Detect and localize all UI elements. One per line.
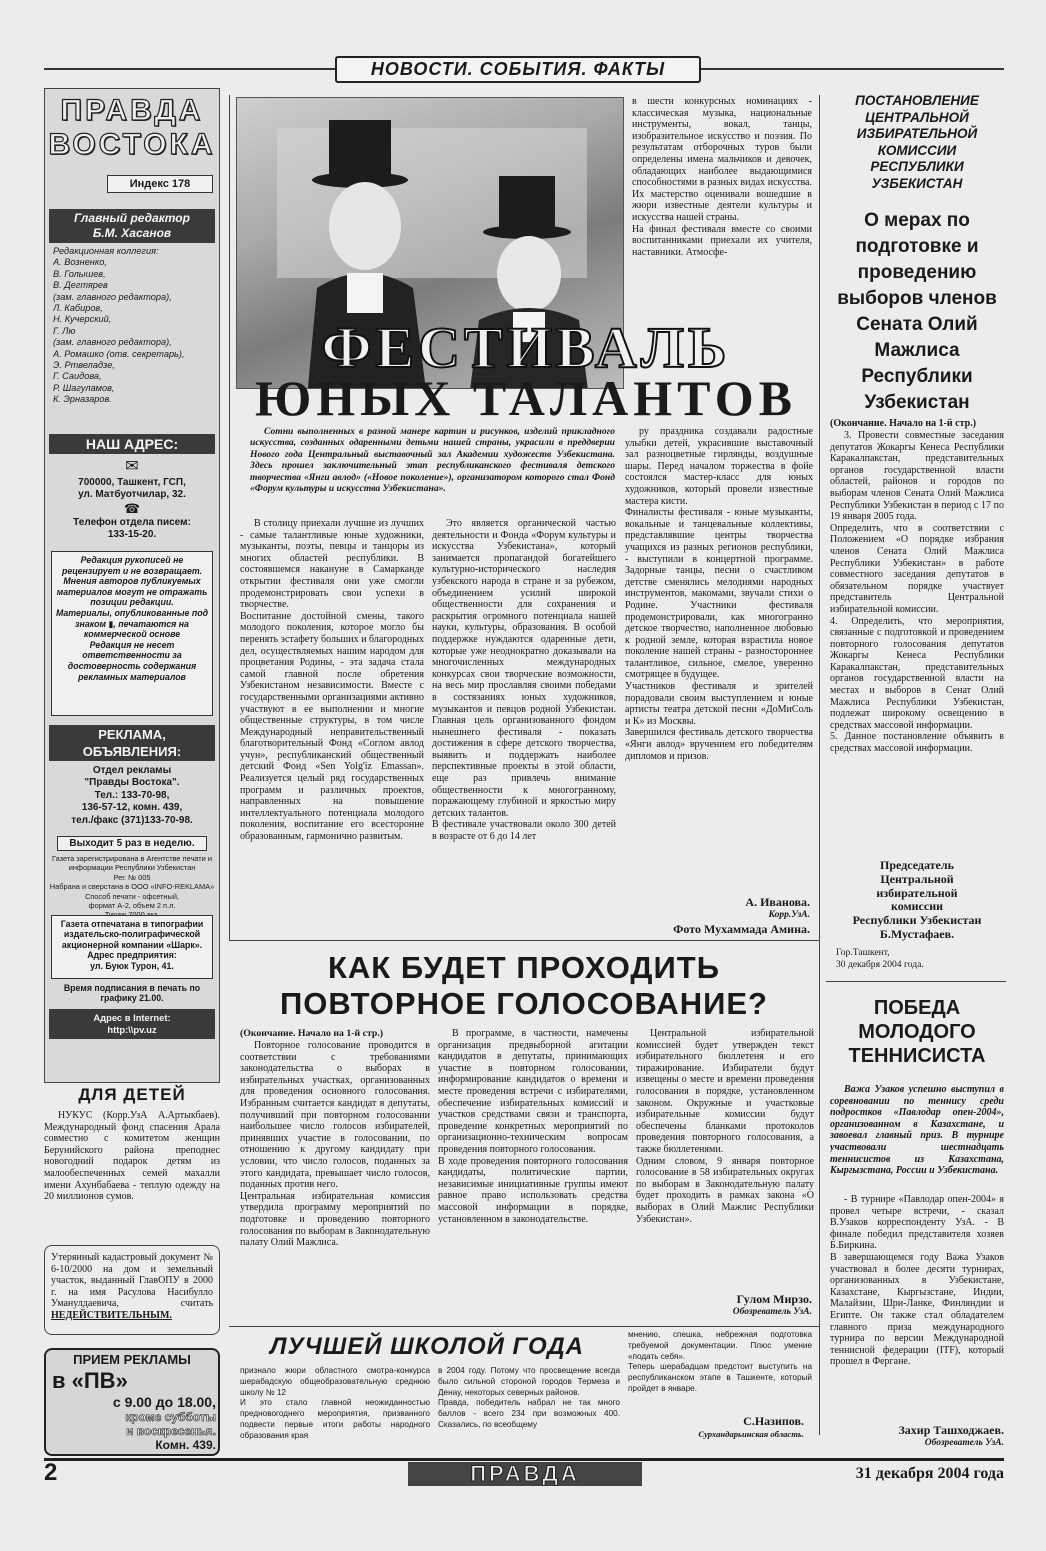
festival-author: А. Иванова. [745, 895, 810, 909]
festival-col3 [625, 426, 813, 896]
tennis-body [830, 1194, 1004, 1422]
web-address: Адрес в Internet: http:\\pv.uz [49, 1009, 215, 1039]
school-col3: мнению, спешка, небрежная подготовка требуемой документации. Плюс умение «подать себя». Теперь шерабадцам предстоит выступить на республиканском этапе в Ташкенте, который пройдет в январе. [628, 1330, 812, 1393]
festival-col3-text: ру праздника создавали радостные улыбки детей, украсившие выставочный зал разноцветные гирлянды, воздушные шары. Перед началом торжества в фойе состоялся мастер-класс для юных художников, который провели известные мастера кисти. Финалисты фестиваля - юные музыканты, вокальные и танцевальные коллективы, представлявшие центры творчества учащихся из разных регионов республики, - выступили в концертной программе. Задорные танцы, песни о счастливом детстве сменялись мелодиями народных инструментов, макомами, звучали стихи о Родине. Участники фестиваля продемонстрировали, как многогранно детское творчество, наполненное любовью к родной земле, которая взрастила новое поколение нашей страны - разностороннее талантливое, сильное, смелое, уверенно смотрящее в будущее. Участников фестиваля и зрителей порадовали своим выступлением и юные артисты театра детской песни «ДоМиСоль и К» из Москвы. Завершился фестиваль детского творчества «Янги авлод» вручением его победителям дипломов и призов. [625, 426, 813, 762]
ad-reception-line2: с 9.00 до 18.00, [112, 1394, 216, 1410]
runoff-col2-text: В программе, в частности, намечены организация предвыборной агитации кандидатов в депутаты, принимающих участие в повторном голосовании, информирование кандидатов о времени и месте проведения встречи с избирателями, обеспечение избирательных комиссий и участков средствами связи и транспорта, проведение конкретных мероприятий по организационно-техническим вопросам проведения повторного голосования. В ходе проведения повторного голосования кандидаты, политические партии, независимые инициативные группы имеют равное право использовать средства массовой информации в порядке, установленном в законодательстве. [438, 1028, 628, 1225]
weekly-badge: Выходит 5 раз в неделю. [57, 836, 207, 851]
editorial-board: Редакционная коллегия: А. Возненко, В. Голышев, В. Дегтярев (зам. главного редактора), Л. Кабиров, Н. Кучерский, Г. Лю (зам. главного редактора), А. Ромашко (отв. секретарь), Э. Ртвеладзе, Г. Саидова, Р. Шагуламов, К. Эрназаров. [53, 246, 185, 405]
festival-col-top [632, 96, 812, 334]
disclaimer-box: Редакция рукописей не рецензирует и не возвращает. Мнения авторов публикуемых материалов могут не отражать позиции редакции. Материалы, опубликованные под знаком ▮, печатаются на коммерческой основе Редакция не несет ответственности за достоверность содержания рекламных материалов [51, 551, 213, 716]
resolution-cont: (Окончание. Начало на 1-й стр.) [830, 418, 977, 429]
lost-document-text [51, 1252, 213, 1322]
page-number: 2 [44, 1460, 58, 1486]
runoff-col1 [240, 1040, 430, 1322]
lost-document-body: Утерянный кадастровый документ № 6-10/2000 на дом и земельный участок, выданный ГлавОПУ в 2000 г. на имя Расулова Насибулло Уманулдаевича, считать [51, 1252, 213, 1310]
ad-reception-line1: в «ПВ» [52, 1368, 128, 1393]
envelope-icon: ✉ [125, 459, 139, 475]
tennis-author-role: Обозреватель УзА. [924, 1438, 1004, 1448]
column-rule-left [229, 95, 230, 940]
ads-header: РЕКЛАМА, ОБЪЯВЛЕНИЯ: [49, 725, 215, 761]
index-box: Индекс 178 [107, 175, 213, 193]
registration-text: Газета зарегистрирована в Агентстве печати и информации Республики Узбекистан Рег. № 005 Набрана и сверстана в ООО «INFO-REKLAMA» Способ печати - офсетный, формат А-2, объем 2 п.л. [49, 854, 215, 911]
festival-col-top-text: в шести конкурсных номинациях - классическая музыка, национальные инструменты, вокал, танцы, изобразительное искусство и поэзия. По результатам отборочных туров были определены имена мальчиков и девочек, обладающих наиболее выдающимися способностями в разных видах искусства. Их мастерство оценивали вошедшие в жюри известные деятели культуры и искусства нашей страны. На финал фестиваля вместе со своими воспитанниками приехали их учителя, наставники. Атмосфе- [632, 96, 812, 258]
ads-contacts: Отдел рекламы "Правды Востока". Тел.: 133-70-98, 136-57-12, комн. 439, тел./факс (371)133-70-98. [71, 765, 193, 826]
school-title: ЛУЧШЕЙ ШКОЛОЙ ГОДА [270, 1333, 584, 1360]
resolution-bottom-rule [826, 981, 1006, 982]
festival-col2-text: Это является органической частью деятельности и Фонда «Форум культуры и искусства Узбекистана», который занимается пропагандой богатейшего культурно-исторического наследия узбекского народа в стране и за рубежом, объединением усилий широкой общественности для сохранения и раскрытия огромного потенциала нашей науки, культуры, образования. В особой поддержке нуждаются одаренные дети, которые уже неоднократно доказывали на многочисленных международных конкурсах свои творческие возможности, на весь мир прославляя своими победами в состязаниях юных художников, музыкантов и певцов родной Узбекистан. Главная цель организованного фондом нынешнего фестиваля - показать достижения в сфере детского творчества, выявить и поддержать наиболее перспективные проекты в этой области, еще раз привлечь внимание общественности к многогранному, поражающему глубиной и яркостью миру детских талантов. В фестивале участвовали около 300 детей в возрасте от 6 до 14 лет [432, 518, 616, 843]
address-text: 700000, Ташкент, ГСП, ул. Матбуотчилар, 32. [78, 477, 186, 500]
festival-col1-text: В столицу приехали лучшие из лучших - самые талантливые юные художники, музыканты, поэты, певцы и танцоры из многих областей республики. В состоявшемся накануне в Самарканде открытии фестиваля они уже смогли продемонстрировать свои успехи в творчестве. Воспитание достойной смены, такого молодого поколения, которое могло бы перенять эстафету больших и благородных дел, осуществляемых нашим народом для процветания Родины, - эта задача стала самой главной после обретения Узбекистаном независимости. Вместе с государственными организациями активно участвуют в ее выполнении и многие общественные структуры, в том числе Международный неправительственный благотворительный Фонд «Соглом авлод учун», республиканский общественный детский Фонд «Sen Yolg'iz Emassan». Реализуется целый ряд государственных программ и различных проектов, направленных на повышение интеллектуального потенциала молодого поколения, воспитание его всесторонне образованным, гармонично развитым. [240, 518, 424, 843]
tennis-lead-text: Важа Узаков успешно выступил в соревновании по теннису среди подростков «Павлодар опен-2004», организованном в Казахстане, и завоевал главный приз. В турнире участвовали шестнадцать теннисистов из Казахстана, Кыргызстана, России и Узбекистана. [830, 1084, 1004, 1177]
festival-lead [250, 426, 615, 510]
section-banner: НОВОСТИ. СОБЫТИЯ. ФАКТЫ [335, 56, 701, 83]
column-rule-right [819, 95, 820, 1435]
runoff-author-role: Обозреватель УзА. [732, 1307, 812, 1317]
resolution-title: О мерах по подготовке и проведению выборов членов Сената Олий Мажлиса Республики Узбекистан [837, 210, 997, 413]
school-author: С.Назипов. [743, 1414, 804, 1428]
festival-photo-credit: Фото Мухаммада Амина. [673, 922, 810, 936]
runoff-col2 [438, 1028, 628, 1320]
printing-box: Газета отпечатана в типографии издательско-полиграфической акционерной компании «Шарк». Адрес предприятия: ул. Буюк Турон, 41. [51, 915, 213, 979]
chief-editor-header [49, 209, 215, 243]
tennis-body-text: - В турнире «Павлодар опен-2004» я провел четыре встречи, - сказал В.Узаков корреспонденту УзА. - В финале победил представителя хозяев Б.Биркина. В завершающемся году Важа Узаков участвовал в более десяти турнирах, организованных в Узбекистане, Казахстане, Кыргызстане, Индии, Малайзии, Шри-Ланке, Финляндии и Египте. Он также стал обладателем главного приза международного турнира по версии Международной теннисной федерации (ITF), который прошел в Фергане. [830, 1194, 1004, 1368]
chief-name: Б.М. Хасанов [92, 226, 172, 240]
runoff-col3-text: Центральной избирательной комиссией будет утвержден текст избирательного бюллетеня и его тиражирование. Избиратели будут извещены о месте и времени проведения голосования в порядке, установленном законом. Окружные и участковые избирательные комиссии будут обеспечены бланками протоколов проведения повторного голосования, а также бюллетенями. Одним словом, 9 января повторное голосование в 58 избирательных округах по выборам в Законодательную палату будет проходить в рамках закона «О выборах в Олий Мажлис Республики Узбекистан». [636, 1028, 814, 1225]
mahalla-title: ДЛЯ ДЕТЕЙ [78, 1085, 186, 1104]
ad-reception-room: Комн. 439. [155, 1438, 216, 1452]
ad-reception-line4: и воскресенья. [126, 1424, 216, 1438]
festival-title-line2: ЮНЫХ ТАЛАНТОВ [254, 372, 798, 424]
footer-logo: ПРАВДА [408, 1462, 642, 1486]
festival-col2 [432, 518, 616, 938]
ad-reception-box [44, 1348, 220, 1456]
tennis-lead [830, 1084, 1004, 1194]
resolution-place-date: Гор.Ташкент, 30 декабря 2004 года. [836, 947, 924, 970]
sign-time: Время подписания в печать по графику 21.00. [63, 983, 201, 1004]
phone-icon: ☎ [123, 502, 141, 516]
lost-document-invalid: НЕДЕЙСТВИТЕЛЬНЫМ. [51, 1309, 172, 1321]
footer-date: 31 декабря 2004 года [855, 1465, 1004, 1482]
school-col1: признало жюри областного смотра-конкурса шерабадскую общеобразовательную среднюю школу № 12 И это стало главной неожиданностью предновогоднего мероприятия, призванного подвести первые итоги работы народного образования края [240, 1366, 430, 1440]
runoff-cont: (Окончание. Начало на 1-й стр.) [240, 1028, 384, 1039]
festival-title-line1: ФЕСТИВАЛЬ [321, 320, 731, 376]
ad-reception-line3: кроме субботы [125, 1410, 216, 1424]
chief-label: Главный редактор [74, 211, 190, 225]
school-col2: в 2004 году. Потому что просвещение всегда было сильной стороной городов Термеза и Денау, некоторых северных районов. Правда, победитель набрал не так много баллов - всего 234 при возможных 400. Сказались, по всеобщему [438, 1366, 620, 1429]
resolution-body-text: 3. Провести совместные заседания депутатов Жокаргы Кенеса Республики Каракалпакстан, представительных органов государственной власти областей, районов и городов по выборам членов Сената Олий Мажлиса Республики Узбекистан в период с 17 по 19 января 2005 года. Определить, что в соответствии с Положением «О порядке избрания членов Сената Олий Мажлиса Республики Узбекистан» в работе совместного заседания депутатов в обязательном порядке участвует представитель Центральной избирательной комиссии. 4. Определить, что мероприятия, связанные с подготовкой и проведением повторного голосования депутатов Жокаргы Кенеса Республики Каракалпакстан, представительных органов государственной власти на местах и выборов в Сенат Олий Мажлиса Республики Узбекистан, подлежат широкому освещению в средствах массовой информации. 5. Данное постановление объявить в средствах массовой информации. [830, 430, 1004, 755]
phone-text: Телефон отдела писем: 133-15-20. [73, 517, 191, 540]
footer-rule [44, 1458, 1004, 1461]
masthead-sidebar [44, 88, 220, 1083]
address-header: НАШ АДРЕС: [49, 434, 215, 454]
logo-line2: ВОСТОКА [48, 129, 216, 161]
runoff-title-line2: ПОВТОРНОЕ ГОЛОСОВАНИЕ? [280, 986, 768, 1021]
resolution-kicker: ПОСТАНОВЛЕНИЕ ЦЕНТРАЛЬНОЙ ИЗБИРАТЕЛЬНОЙ КОМИССИИ РЕСПУБЛИКИ УЗБЕКИСТАН [855, 93, 979, 191]
resolution-signer: Председатель Центральной избирательной комиссии Республики Узбекистан Б.Мустафаев. [852, 859, 982, 941]
mahalla-text: НУКУС (Корр.УзА А.Артыкбаев). Международный фонд спасения Арала совместно с комитетом женщин Берунийского района преподнес новогодний подарок детям из малообеспеченных семей махалли имени Ахунбабаева - теплую одежду на 20 миллионов сумов. [44, 1110, 220, 1203]
festival-bottom-rule [229, 940, 819, 941]
mahalla-body [44, 1110, 220, 1230]
festival-author-role: Корр.УзА. [768, 910, 810, 920]
tennis-author: Захир Ташходжаев. [898, 1423, 1004, 1437]
tennis-title: ПОБЕДА МОЛОДОГО ТЕННИСИСТА [848, 997, 986, 1067]
runoff-col1-text: Повторное голосование проводится в соответствии с требованиями законодательства о выборах в избирательных участках, организованных для проведения основного голосования. Избранным считается кандидат в депутаты, получивший при повторном голосовании наибольшее число голосов избирателей, принявших участие в голосовании, по отношению к другому кандидату при условии, что число голосов, поданных за этого кандидата, превышает число голосов, поданных против него. Центральная избирательная комиссия утвердила программу мероприятий по подготовке и проведению повторного голосования по выборам в Законодательную палату Олий Мажлиса. [240, 1040, 430, 1249]
runoff-col3 [636, 1028, 814, 1290]
runoff-author: Гулом Мирзо. [736, 1292, 812, 1306]
resolution-body [830, 430, 1004, 858]
runoff-title-line1: КАК БУДЕТ ПРОХОДИТЬ [327, 950, 720, 985]
ad-reception-head: ПРИЕМ РЕКЛАМЫ [73, 1352, 191, 1367]
logo-line1: ПРАВДА [60, 95, 204, 127]
festival-col1 [240, 518, 424, 938]
festival-lead-text: Сотни выполненных в разной манере картин и рисунков, изделий прикладного искусства, созданных одаренными детьми нашей страны, украсили в преддверии Нового года Центральный выставочный зал Академии художеств Узбекистана. Здесь прошел заключительный этап республиканского фестиваля детского творчества «Янги авлод» («Новое поколение»), организатором которого стал Фонд «Форум культуры и искусства Узбекистана». [250, 426, 615, 495]
lost-document-notice [44, 1245, 220, 1335]
school-author-role: Сурхандарьинская область. [698, 1429, 804, 1439]
runoff-bottom-rule [229, 1326, 819, 1327]
